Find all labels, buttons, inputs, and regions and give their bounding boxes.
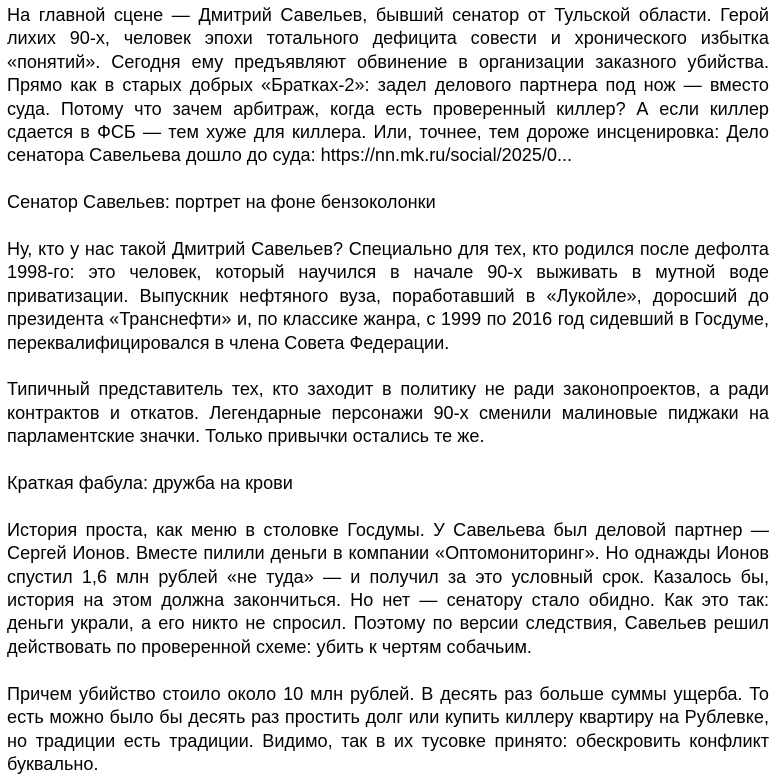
paragraph-biography: Ну, кто у нас такой Дмитрий Савельев? Специально для тех, кто родился после дефолта 1998-го: это человек, который научился в начале 90-х выживать в мутной воде приватизации. Выпускник нефтяного вуза, поработавший в «Лукойле», доросший до президента «Транснефти» и, по классике жанра, с 1999 по 2016 год сидевший в Госдуме, переквалифицировался в члена Совета Федерации. <box>7 239 769 353</box>
paragraph-typical-representative: Типичный представитель тех, кто заходит в политику не ради законопроектов, а ради контрактов и откатов. Легендарные персонажи 90-х сменили малиновые пиджаки на парламентские значки. Только привычки остались те же. <box>7 379 769 447</box>
paragraph-intro-text: На главной сцене — Дмитрий Савельев, бывший сенатор от Тульской области. Герой лихих 90-х, человек эпохи тотального дефицита совести и хронического избытка «понятий». Сегодня ему предъявляют обвинение в организации заказного убийства. Прямо как в старых добрых «Братках-2»: задел делового партнера под нож — вместо суда. Потому что зачем арбитраж, когда есть проверенный киллер? А если киллер сдается в ФСБ — тем хуже для киллера. Или, точнее, тем дороже инсценировка: Дело сенатора Савельева дошло до суда: <box>7 5 769 166</box>
paragraph-intro <box>7 4 769 168</box>
section-heading-portrait: Сенатор Савельев: портрет на фоне бензоколонки <box>7 192 436 213</box>
source-link[interactable]: https://nn.mk.ru/social/2025/0... <box>320 145 573 166</box>
paragraph-murder-cost: Причем убийство стоило около 10 млн рублей. В десять раз больше суммы ущерба. То есть можно было бы десять раз простить долг или купить киллеру квартиру на Рублевке, но традиции есть традиции. Видимо, так в их тусовке принято: обескровить конфликт буквально. <box>7 683 769 774</box>
section-heading-plot: Краткая фабула: дружба на крови <box>7 473 293 494</box>
paragraph-story: История проста, как меню в столовке Госдумы. У Савельева был деловой партнер — Сергей Ионов. Вместе пилили деньги в компании «Оптомониторинг». Но однажды Ионов спустил 1,6 млн рублей «не туда» — и получил за это условный срок. Казалось бы, история на этом должна закончиться. Но нет — сенатору стало обидно. Как это так: деньги украли, а его никто не спросил. Поэтому по версии следствия, Савельев решил действовать по проверенной схеме: убить к чертям собачьим. <box>7 519 769 657</box>
